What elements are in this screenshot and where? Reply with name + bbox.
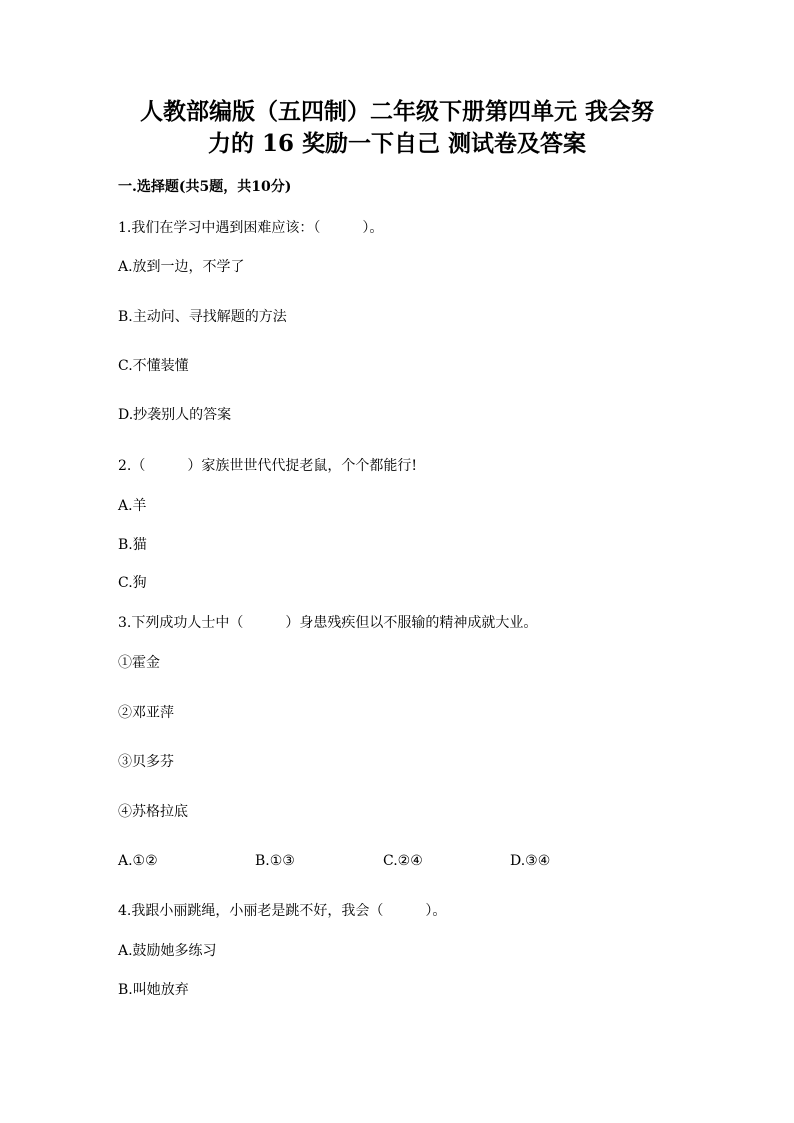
question-3-item-1: ①霍金 xyxy=(118,655,160,671)
question-4-option-b: B.叫她放弃 xyxy=(118,982,189,998)
question-3-stem: 3.下列成功人士中（ ）身患残疾但以不服输的精神成就大业。 xyxy=(118,615,538,631)
question-3-item-3: ③贝多芬 xyxy=(118,754,174,770)
question-3-option-a: A.①② xyxy=(118,853,158,869)
question-1-option-c: C.不懂装懂 xyxy=(118,358,189,374)
question-1-option-a: A.放到一边，不学了 xyxy=(118,259,245,275)
question-1-stem: 1.我们在学习中遇到困难应该：（ ）。 xyxy=(118,220,384,236)
question-3-item-4: ④苏格拉底 xyxy=(118,804,188,820)
question-2-option-a: A.羊 xyxy=(118,498,147,514)
question-1-option-b: B.主动问、寻找解题的方法 xyxy=(118,309,287,325)
document-title-line-2: 力的 16 奖励一下自己 测试卷及答案 xyxy=(207,130,587,157)
question-1-option-d: D.抄袭别人的答案 xyxy=(118,407,232,423)
question-2-option-b: B.猫 xyxy=(118,537,147,553)
question-4-option-a: A.鼓励她多练习 xyxy=(118,943,217,959)
question-3-options-row xyxy=(118,851,678,871)
question-2-option-c: C.狗 xyxy=(118,575,147,591)
question-3-option-c: C.②④ xyxy=(383,853,423,869)
question-2-stem: 2.（ ）家族世世代代捉老鼠，个个都能行! xyxy=(118,458,417,474)
question-3-item-2: ②邓亚萍 xyxy=(118,705,174,721)
section-heading: 一.选择题(共5题，共10分) xyxy=(118,179,292,195)
question-3-option-b: B.①③ xyxy=(255,853,295,869)
question-3-option-d: D.③④ xyxy=(510,853,551,869)
question-4-stem: 4.我跟小丽跳绳，小丽老是跳不好，我会（ ）。 xyxy=(118,903,447,919)
document-title-line-1: 人教部编版（五四制）二年级下册第四单元 我会努 xyxy=(139,98,654,125)
